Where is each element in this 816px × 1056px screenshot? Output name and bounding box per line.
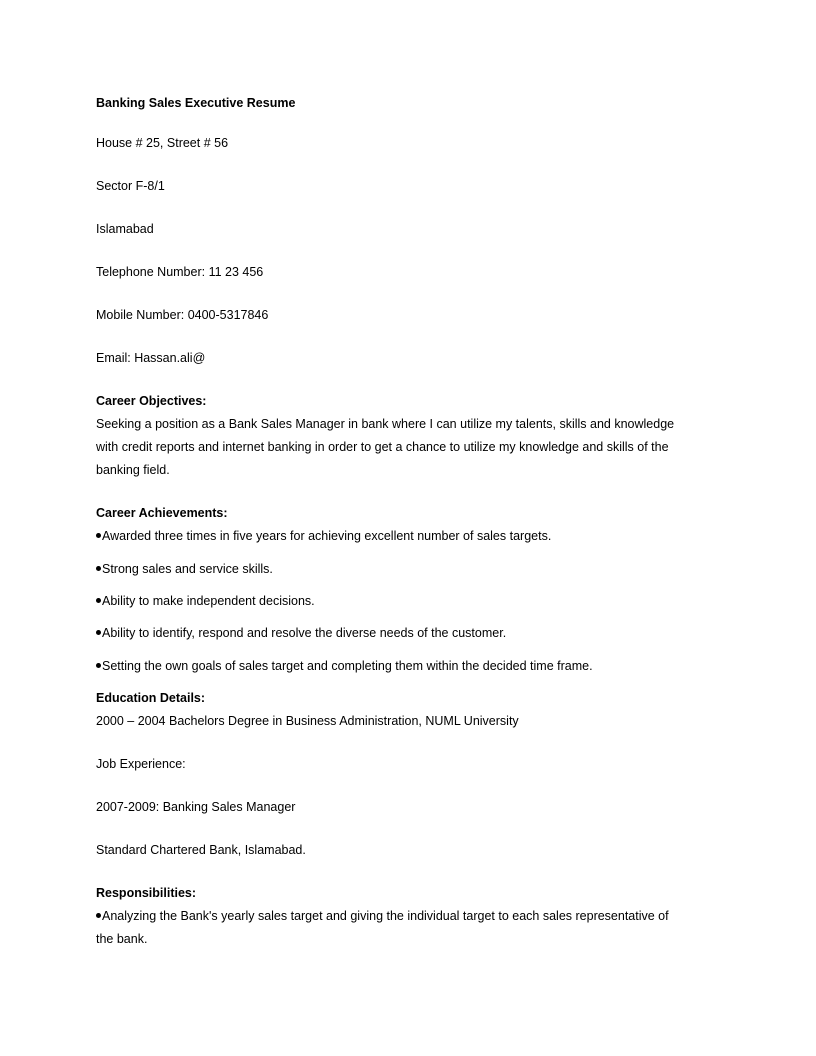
job-experience-heading: Job Experience: bbox=[96, 757, 186, 771]
responsibility-item: Analyzing the Bank's yearly sales target and giving the individual target to each sales representative of bbox=[96, 908, 716, 924]
job-period-role: 2007-2009: Banking Sales Manager bbox=[96, 800, 296, 814]
achievement-item: Strong sales and service skills. bbox=[96, 561, 716, 577]
address-line-1: House # 25, Street # 56 bbox=[96, 136, 229, 150]
responsibilities-heading: Responsibilities: bbox=[96, 886, 197, 900]
career-achievements-heading: Career Achievements: bbox=[96, 506, 228, 520]
career-objectives-line: with credit reports and internet banking in order to get a chance to utilize my knowledge and skills of the bbox=[96, 440, 669, 454]
career-objectives-line: Seeking a position as a Bank Sales Manager in bank where I can utilize my talents, skills and knowledge bbox=[96, 417, 675, 431]
document-title: Banking Sales Executive Resume bbox=[96, 96, 296, 110]
email: Email: Hassan.ali@ bbox=[96, 351, 206, 365]
achievement-item: Awarded three times in five years for achieving excellent number of sales targets. bbox=[96, 528, 716, 544]
achievement-item: Setting the own goals of sales target and completing them within the decided time frame. bbox=[96, 658, 716, 674]
career-objectives-heading: Career Objectives: bbox=[96, 394, 207, 408]
bullet-icon bbox=[96, 566, 101, 571]
achievement-item: Ability to make independent decisions. bbox=[96, 593, 716, 609]
address-line-2: Sector F-8/1 bbox=[96, 179, 165, 193]
bullet-icon bbox=[96, 663, 101, 668]
education-entry: 2000 – 2004 Bachelors Degree in Business Administration, NUML University bbox=[96, 714, 519, 728]
bullet-icon bbox=[96, 630, 101, 635]
bullet-icon bbox=[96, 533, 101, 538]
responsibility-item-continued: the bank. bbox=[96, 932, 148, 946]
job-employer: Standard Chartered Bank, Islamabad. bbox=[96, 843, 306, 857]
career-objectives-line: banking field. bbox=[96, 463, 170, 477]
achievement-item: Ability to identify, respond and resolve the diverse needs of the customer. bbox=[96, 625, 716, 641]
bullet-icon bbox=[96, 598, 101, 603]
education-heading: Education Details: bbox=[96, 691, 206, 705]
telephone: Telephone Number: 11 23 456 bbox=[96, 265, 264, 279]
bullet-icon bbox=[96, 913, 101, 918]
mobile: Mobile Number: 0400-5317846 bbox=[96, 308, 269, 322]
city: Islamabad bbox=[96, 222, 154, 236]
